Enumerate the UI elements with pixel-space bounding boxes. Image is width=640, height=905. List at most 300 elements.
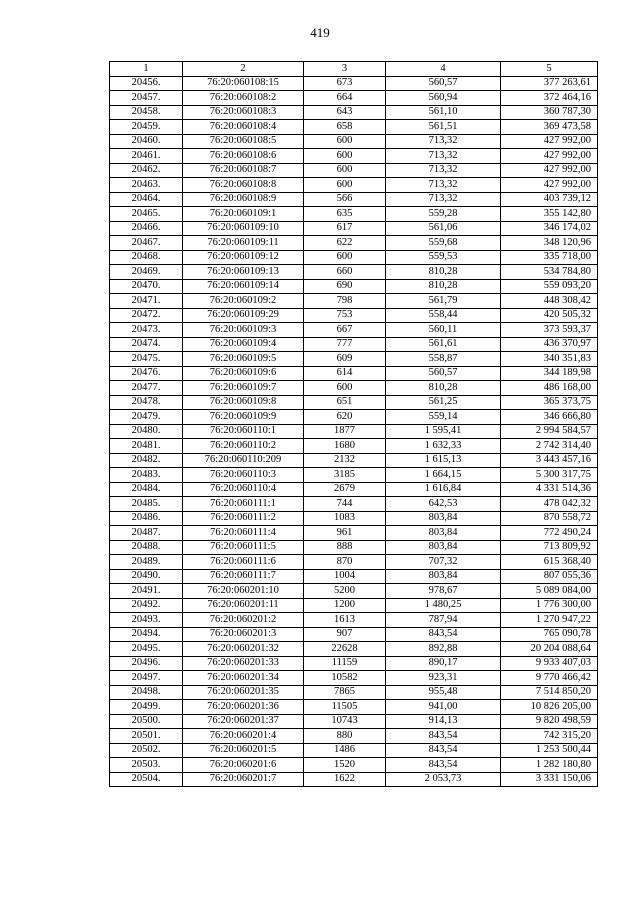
specific-value-cell: 560,57 (386, 366, 501, 381)
cadastral-value-cell: 335 718,00 (501, 250, 598, 265)
cadastral-number-cell: 76:20:060111:6 (183, 555, 304, 570)
cadastral-number-cell: 76:20:060110:2 (183, 439, 304, 454)
specific-value-cell: 803,84 (386, 526, 501, 541)
cadastral-value-cell: 346 174,02 (501, 221, 598, 236)
cadastral-number-cell: 76:20:060201:2 (183, 613, 304, 628)
table-row (110, 758, 598, 773)
specific-value-cell: 561,10 (386, 105, 501, 120)
cadastral-value-cell: 427 992,00 (501, 163, 598, 178)
table-row (110, 642, 598, 657)
area-cell: 566 (304, 192, 386, 207)
row-number-cell: 20459. (110, 120, 183, 135)
area-cell: 888 (304, 540, 386, 555)
table-row (110, 540, 598, 555)
area-cell: 1200 (304, 598, 386, 613)
cadastral-number-cell: 76:20:060108:4 (183, 120, 304, 135)
specific-value-cell: 843,54 (386, 627, 501, 642)
specific-value-cell: 803,84 (386, 511, 501, 526)
table-row (110, 613, 598, 628)
cadastral-value-cell: 448 308,42 (501, 294, 598, 309)
cadastral-number-cell: 76:20:060201:4 (183, 729, 304, 744)
table-row (110, 120, 598, 135)
table-row (110, 395, 598, 410)
table-row (110, 91, 598, 106)
table-row (110, 656, 598, 671)
cadastral-number-cell: 76:20:060108:15 (183, 76, 304, 91)
cadastral-value-cell: 20 204 088,64 (501, 642, 598, 657)
cadastral-value-cell: 765 090,78 (501, 627, 598, 642)
specific-value-cell: 810,28 (386, 279, 501, 294)
area-cell: 880 (304, 729, 386, 744)
cadastral-number-cell: 76:20:060201:3 (183, 627, 304, 642)
specific-value-cell: 978,67 (386, 584, 501, 599)
specific-value-cell: 1 632,33 (386, 439, 501, 454)
specific-value-cell: 561,61 (386, 337, 501, 352)
area-cell: 798 (304, 294, 386, 309)
cadastral-value-cell: 615 368,40 (501, 555, 598, 570)
area-cell: 600 (304, 178, 386, 193)
row-number-cell: 20467. (110, 236, 183, 251)
area-cell: 870 (304, 555, 386, 570)
specific-value-cell: 707,32 (386, 555, 501, 570)
specific-value-cell: 1 480,25 (386, 598, 501, 613)
table-row (110, 700, 598, 715)
cadastral-number-cell: 76:20:060111:5 (183, 540, 304, 555)
area-cell: 643 (304, 105, 386, 120)
cadastral-value-cell: 2 994 584,57 (501, 424, 598, 439)
cadastral-value-cell: 346 666,80 (501, 410, 598, 425)
table-row (110, 308, 598, 323)
area-cell: 635 (304, 207, 386, 222)
area-cell: 651 (304, 395, 386, 410)
cadastral-number-cell: 76:20:060109:11 (183, 236, 304, 251)
cadastral-number-cell: 76:20:060109:1 (183, 207, 304, 222)
specific-value-cell: 560,94 (386, 91, 501, 106)
cadastral-value-cell: 9 820 498,59 (501, 714, 598, 729)
cadastral-number-cell: 76:20:060110:1 (183, 424, 304, 439)
cadastral-value-cell: 1 282 180,80 (501, 758, 598, 773)
area-cell: 1622 (304, 772, 386, 787)
specific-value-cell: 1 616,84 (386, 482, 501, 497)
specific-value-cell: 810,28 (386, 265, 501, 280)
table-row (110, 453, 598, 468)
cadastral-value-cell: 534 784,80 (501, 265, 598, 280)
cadastral-number-cell: 76:20:060110:4 (183, 482, 304, 497)
area-cell: 5200 (304, 584, 386, 599)
row-number-cell: 20488. (110, 540, 183, 555)
specific-value-cell: 2 053,73 (386, 772, 501, 787)
cadastral-value-cell: 427 992,00 (501, 178, 598, 193)
cadastral-value-cell: 403 739,12 (501, 192, 598, 207)
row-number-cell: 20477. (110, 381, 183, 396)
cadastral-number-cell: 76:20:060110:3 (183, 468, 304, 483)
table-row (110, 598, 598, 613)
cadastral-number-cell: 76:20:060109:12 (183, 250, 304, 265)
area-cell: 690 (304, 279, 386, 294)
table-row (110, 236, 598, 251)
row-number-cell: 20468. (110, 250, 183, 265)
area-cell: 617 (304, 221, 386, 236)
row-number-cell: 20486. (110, 511, 183, 526)
row-number-cell: 20480. (110, 424, 183, 439)
area-cell: 2679 (304, 482, 386, 497)
area-cell: 7865 (304, 685, 386, 700)
cadastral-value-cell: 365 373,75 (501, 395, 598, 410)
table-row (110, 569, 598, 584)
row-number-cell: 20469. (110, 265, 183, 280)
area-cell: 11159 (304, 656, 386, 671)
row-number-cell: 20494. (110, 627, 183, 642)
cadastral-number-cell: 76:20:060201:32 (183, 642, 304, 657)
cadastral-number-cell: 76:20:060109:2 (183, 294, 304, 309)
cadastral-value-cell: 10 826 205,00 (501, 700, 598, 715)
cadastral-value-cell: 1 776 300,00 (501, 598, 598, 613)
table-row (110, 381, 598, 396)
page-number: 419 (310, 25, 330, 40)
area-cell: 961 (304, 526, 386, 541)
specific-value-cell: 941,00 (386, 700, 501, 715)
row-number-cell: 20470. (110, 279, 183, 294)
row-number-cell: 20466. (110, 221, 183, 236)
specific-value-cell: 561,06 (386, 221, 501, 236)
area-cell: 600 (304, 381, 386, 396)
area-cell: 614 (304, 366, 386, 381)
cadastral-value-cell: 355 142,80 (501, 207, 598, 222)
cadastral-value-cell: 5 089 084,00 (501, 584, 598, 599)
table-row (110, 279, 598, 294)
specific-value-cell: 561,25 (386, 395, 501, 410)
cadastral-number-cell: 76:20:060109:3 (183, 323, 304, 338)
cadastral-number-cell: 76:20:060109:9 (183, 410, 304, 425)
table-header-row (110, 62, 598, 77)
table-body (110, 76, 598, 787)
row-number-cell: 20502. (110, 743, 183, 758)
area-cell: 1680 (304, 439, 386, 454)
specific-value-cell: 843,54 (386, 743, 501, 758)
row-number-cell: 20487. (110, 526, 183, 541)
specific-value-cell: 892,88 (386, 642, 501, 657)
cadastral-number-cell: 76:20:060111:2 (183, 511, 304, 526)
table-row (110, 294, 598, 309)
specific-value-cell: 560,11 (386, 323, 501, 338)
cadastral-value-cell: 340 351,83 (501, 352, 598, 367)
row-number-cell: 20504. (110, 772, 183, 787)
row-number-cell: 20464. (110, 192, 183, 207)
table-row (110, 482, 598, 497)
cadastral-number-cell: 76:20:060108:6 (183, 149, 304, 164)
row-number-cell: 20492. (110, 598, 183, 613)
cadastral-value-cell: 436 370,97 (501, 337, 598, 352)
row-number-cell: 20474. (110, 337, 183, 352)
cadastral-value-cell: 559 093,20 (501, 279, 598, 294)
cadastral-value-cell: 372 464,16 (501, 91, 598, 106)
cadastral-number-cell: 76:20:060108:3 (183, 105, 304, 120)
table-row (110, 584, 598, 599)
row-number-cell: 20463. (110, 178, 183, 193)
cadastral-value-cell: 5 300 317,75 (501, 468, 598, 483)
row-number-cell: 20484. (110, 482, 183, 497)
area-cell: 3185 (304, 468, 386, 483)
row-number-cell: 20497. (110, 671, 183, 686)
area-cell: 1877 (304, 424, 386, 439)
specific-value-cell: 559,14 (386, 410, 501, 425)
area-cell: 10582 (304, 671, 386, 686)
table-row (110, 772, 598, 787)
row-number-cell: 20496. (110, 656, 183, 671)
specific-value-cell: 843,54 (386, 729, 501, 744)
cadastral-number-cell: 76:20:060111:7 (183, 569, 304, 584)
table-row (110, 134, 598, 149)
cadastral-value-cell: 9 933 407,03 (501, 656, 598, 671)
table-row (110, 468, 598, 483)
cadastral-value-cell: 3 331 150,06 (501, 772, 598, 787)
specific-value-cell: 787,94 (386, 613, 501, 628)
row-number-cell: 20493. (110, 613, 183, 628)
cadastral-number-cell: 76:20:060109:5 (183, 352, 304, 367)
area-cell: 22628 (304, 642, 386, 657)
table-row (110, 352, 598, 367)
row-number-cell: 20495. (110, 642, 183, 657)
cadastral-number-cell: 76:20:060111:1 (183, 497, 304, 512)
row-number-cell: 20472. (110, 308, 183, 323)
specific-value-cell: 810,28 (386, 381, 501, 396)
area-cell: 744 (304, 497, 386, 512)
cadastral-number-cell: 76:20:060109:14 (183, 279, 304, 294)
cadastral-value-cell: 870 558,72 (501, 511, 598, 526)
cadastral-value-cell: 742 315,20 (501, 729, 598, 744)
cadastral-number-cell: 76:20:060109:29 (183, 308, 304, 323)
column-header-3: 3 (304, 62, 386, 77)
area-cell: 609 (304, 352, 386, 367)
cadastral-number-cell: 76:20:060201:35 (183, 685, 304, 700)
specific-value-cell: 890,17 (386, 656, 501, 671)
cadastral-value-cell: 348 120,96 (501, 236, 598, 251)
area-cell: 660 (304, 265, 386, 280)
specific-value-cell: 1 615,13 (386, 453, 501, 468)
area-cell: 1486 (304, 743, 386, 758)
cadastral-value-cell: 4 331 514,36 (501, 482, 598, 497)
area-cell: 622 (304, 236, 386, 251)
cadastral-number-cell: 76:20:060111:4 (183, 526, 304, 541)
area-cell: 658 (304, 120, 386, 135)
cadastral-number-cell: 76:20:060201:5 (183, 743, 304, 758)
table-row (110, 410, 598, 425)
row-number-cell: 20481. (110, 439, 183, 454)
cadastral-value-cell: 344 189,98 (501, 366, 598, 381)
cadastral-number-cell: 76:20:060201:33 (183, 656, 304, 671)
table-row (110, 178, 598, 193)
row-number-cell: 20471. (110, 294, 183, 309)
specific-value-cell: 558,44 (386, 308, 501, 323)
table-row (110, 366, 598, 381)
row-number-cell: 20482. (110, 453, 183, 468)
cadastral-value-cell: 2 742 314,40 (501, 439, 598, 454)
specific-value-cell: 955,48 (386, 685, 501, 700)
area-cell: 777 (304, 337, 386, 352)
specific-value-cell: 560,57 (386, 76, 501, 91)
cadastral-value-cell: 369 473,58 (501, 120, 598, 135)
row-number-cell: 20483. (110, 468, 183, 483)
cadastral-number-cell: 76:20:060108:5 (183, 134, 304, 149)
table-row (110, 149, 598, 164)
cadastral-value-cell: 9 770 466,42 (501, 671, 598, 686)
specific-value-cell: 803,84 (386, 569, 501, 584)
specific-value-cell: 803,84 (386, 540, 501, 555)
row-number-cell: 20489. (110, 555, 183, 570)
area-cell: 11505 (304, 700, 386, 715)
area-cell: 2132 (304, 453, 386, 468)
table-row (110, 323, 598, 338)
specific-value-cell: 713,32 (386, 178, 501, 193)
row-number-cell: 20498. (110, 685, 183, 700)
cadastral-number-cell: 76:20:060108:9 (183, 192, 304, 207)
specific-value-cell: 561,51 (386, 120, 501, 135)
cadastral-number-cell: 76:20:060201:36 (183, 700, 304, 715)
table-row (110, 743, 598, 758)
area-cell: 600 (304, 134, 386, 149)
row-number-cell: 20456. (110, 76, 183, 91)
cadastral-value-cell: 3 443 457,16 (501, 453, 598, 468)
table-row (110, 221, 598, 236)
row-number-cell: 20462. (110, 163, 183, 178)
table-row (110, 439, 598, 454)
cadastral-value-cell: 772 490,24 (501, 526, 598, 541)
area-cell: 1083 (304, 511, 386, 526)
row-number-cell: 20457. (110, 91, 183, 106)
cadastral-value-cell: 427 992,00 (501, 134, 598, 149)
specific-value-cell: 561,79 (386, 294, 501, 309)
row-number-cell: 20465. (110, 207, 183, 222)
cadastral-number-cell: 76:20:060201:34 (183, 671, 304, 686)
row-number-cell: 20461. (110, 149, 183, 164)
cadastral-number-cell: 76:20:060201:6 (183, 758, 304, 773)
table-row (110, 555, 598, 570)
specific-value-cell: 558,87 (386, 352, 501, 367)
cadastral-value-cell: 7 514 850,20 (501, 685, 598, 700)
specific-value-cell: 713,32 (386, 134, 501, 149)
table-row (110, 163, 598, 178)
table-row (110, 207, 598, 222)
row-number-cell: 20499. (110, 700, 183, 715)
area-cell: 600 (304, 250, 386, 265)
table-row (110, 671, 598, 686)
row-number-cell: 20500. (110, 714, 183, 729)
table-row (110, 265, 598, 280)
row-number-cell: 20479. (110, 410, 183, 425)
table-row (110, 250, 598, 265)
table-row (110, 105, 598, 120)
table-row (110, 729, 598, 744)
cadastral-number-cell: 76:20:060109:10 (183, 221, 304, 236)
table-row (110, 76, 598, 91)
cadastral-number-cell: 76:20:060201:7 (183, 772, 304, 787)
column-header-4: 4 (386, 62, 501, 77)
specific-value-cell: 923,31 (386, 671, 501, 686)
row-number-cell: 20458. (110, 105, 183, 120)
cadastral-value-cell: 373 593,37 (501, 323, 598, 338)
column-header-5: 5 (501, 62, 598, 77)
row-number-cell: 20503. (110, 758, 183, 773)
area-cell: 667 (304, 323, 386, 338)
specific-value-cell: 1 664,15 (386, 468, 501, 483)
table-row (110, 526, 598, 541)
table-row (110, 627, 598, 642)
table-row (110, 337, 598, 352)
cadastral-number-cell: 76:20:060201:10 (183, 584, 304, 599)
row-number-cell: 20473. (110, 323, 183, 338)
cadastral-number-cell: 76:20:060109:7 (183, 381, 304, 396)
table-row (110, 685, 598, 700)
cadastral-value-cell: 486 168,00 (501, 381, 598, 396)
area-cell: 600 (304, 163, 386, 178)
area-cell: 664 (304, 91, 386, 106)
specific-value-cell: 843,54 (386, 758, 501, 773)
area-cell: 1520 (304, 758, 386, 773)
cadastral-value-cell: 420 505,32 (501, 308, 598, 323)
cadastral-number-cell: 76:20:060108:7 (183, 163, 304, 178)
row-number-cell: 20490. (110, 569, 183, 584)
table-row (110, 714, 598, 729)
column-header-2: 2 (183, 62, 304, 77)
area-cell: 1613 (304, 613, 386, 628)
cadastral-value-cell: 427 992,00 (501, 149, 598, 164)
area-cell: 620 (304, 410, 386, 425)
row-number-cell: 20460. (110, 134, 183, 149)
area-cell: 10743 (304, 714, 386, 729)
specific-value-cell: 559,28 (386, 207, 501, 222)
row-number-cell: 20475. (110, 352, 183, 367)
specific-value-cell: 559,53 (386, 250, 501, 265)
specific-value-cell: 713,32 (386, 192, 501, 207)
specific-value-cell: 642,53 (386, 497, 501, 512)
cadastral-value-table (109, 61, 598, 787)
column-header-1: 1 (110, 62, 183, 77)
cadastral-value-cell: 1 270 947,22 (501, 613, 598, 628)
table-row (110, 511, 598, 526)
cadastral-value-cell: 807 055,36 (501, 569, 598, 584)
cadastral-value-cell: 377 263,61 (501, 76, 598, 91)
table-row (110, 192, 598, 207)
row-number-cell: 20485. (110, 497, 183, 512)
specific-value-cell: 914,13 (386, 714, 501, 729)
cadastral-number-cell: 76:20:060109:13 (183, 265, 304, 280)
specific-value-cell: 559,68 (386, 236, 501, 251)
cadastral-value-cell: 360 787,30 (501, 105, 598, 120)
area-cell: 753 (304, 308, 386, 323)
cadastral-number-cell: 76:20:060109:8 (183, 395, 304, 410)
cadastral-value-cell: 713 809,92 (501, 540, 598, 555)
row-number-cell: 20491. (110, 584, 183, 599)
row-number-cell: 20478. (110, 395, 183, 410)
cadastral-number-cell: 76:20:060109:4 (183, 337, 304, 352)
specific-value-cell: 713,32 (386, 163, 501, 178)
cadastral-number-cell: 76:20:060108:2 (183, 91, 304, 106)
row-number-cell: 20501. (110, 729, 183, 744)
cadastral-number-cell: 76:20:060108:8 (183, 178, 304, 193)
area-cell: 600 (304, 149, 386, 164)
area-cell: 673 (304, 76, 386, 91)
cadastral-number-cell: 76:20:060110:209 (183, 453, 304, 468)
specific-value-cell: 1 595,41 (386, 424, 501, 439)
area-cell: 1004 (304, 569, 386, 584)
row-number-cell: 20476. (110, 366, 183, 381)
specific-value-cell: 713,32 (386, 149, 501, 164)
cadastral-value-cell: 1 253 500,44 (501, 743, 598, 758)
cadastral-number-cell: 76:20:060201:11 (183, 598, 304, 613)
table-row (110, 424, 598, 439)
cadastral-number-cell: 76:20:060201:37 (183, 714, 304, 729)
table-row (110, 497, 598, 512)
